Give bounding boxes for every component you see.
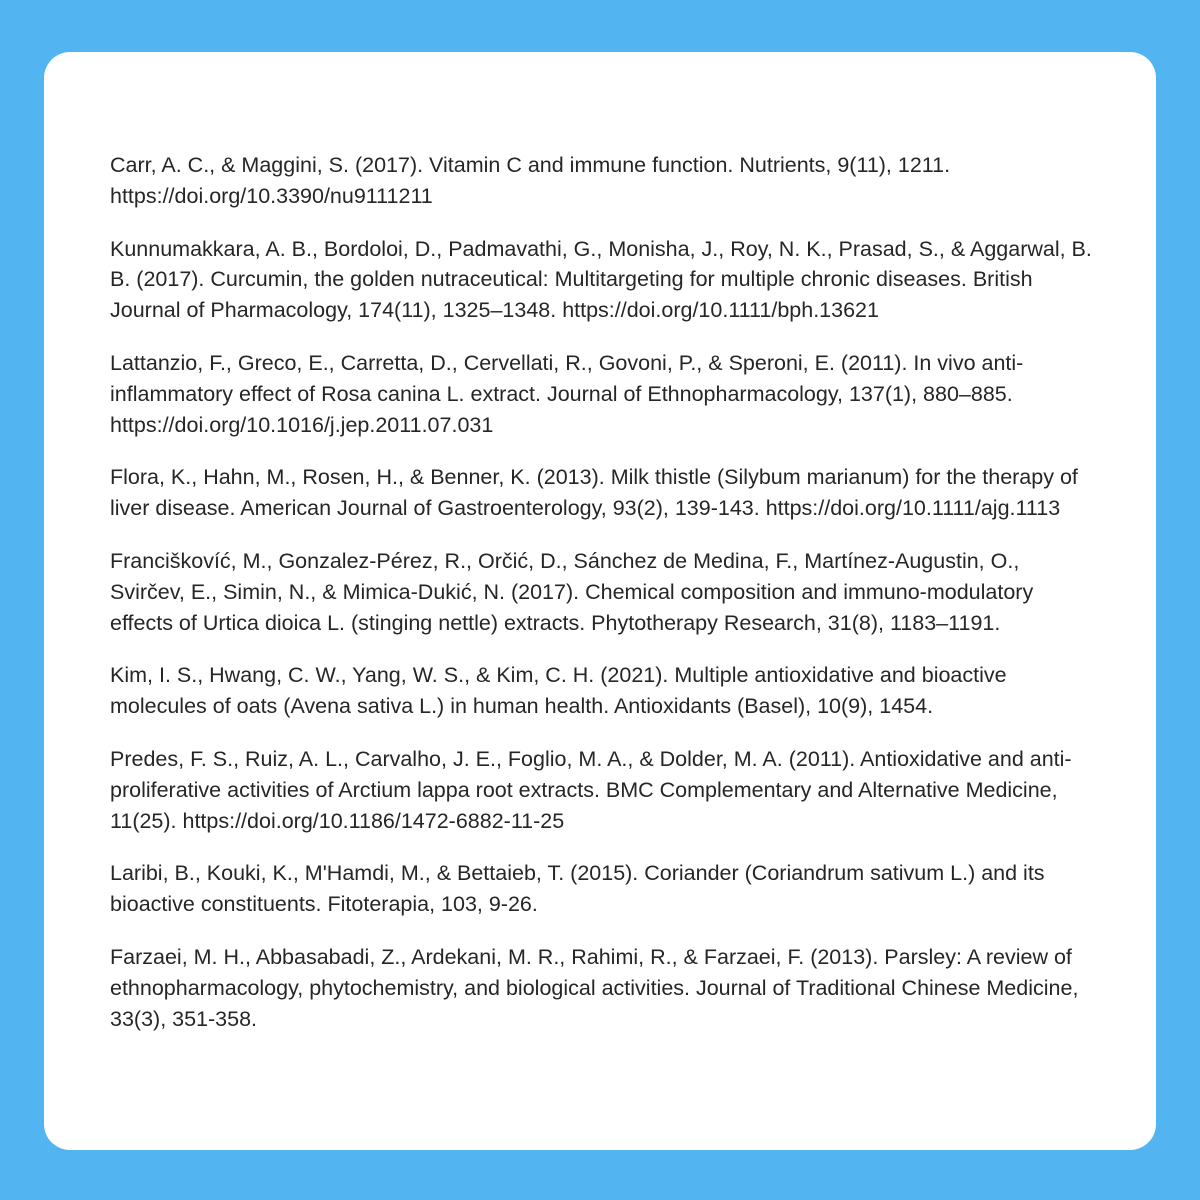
reference-item: Kunnumakkara, A. B., Bordoloi, D., Padmavathi, G., Monisha, J., Roy, N. K., Prasad, S., & Aggarwal, B. B. (2017). Curcumin, the golden nutraceutical: Multitargeting for multiple chronic diseases. British Journal of Pharmacology, 174(11), 1325–1348. https://doi.org/10.1111/bph.13621 <box>110 236 1092 323</box>
reference-item: Kim, I. S., Hwang, C. W., Yang, W. S., & Kim, C. H. (2021). Multiple antioxidative and bioactive molecules of oats (Avena sativa L.) in human health. Antioxidants (Basel), 10(9), 1454. <box>110 663 1007 719</box>
reference-item: Franciškovíć, M., Gonzalez-Pérez, R., Orčić, D., Sánchez de Medina, F., Martínez-Augustin, O., Svirčev, E., Simin, N., & Mimica-Dukić, N. (2017). Chemical composition and immuno-modulatory effects of Urtica dioica L. (stinging nettle) extracts. Phytotherapy Research, 31(8), 1183–1191. <box>110 548 1034 635</box>
reference-item: Lattanzio, F., Greco, E., Carretta, D., Cervellati, R., Govoni, P., & Speroni, E. (2011). In vivo anti-inflammatory effect of Rosa canina L. extract. Journal of Ethnopharmacology, 137(1), 880–885. https://doi.org/10.1016/j.jep.2011.07.031 <box>110 350 1024 437</box>
reference-item: Flora, K., Hahn, M., Rosen, H., & Benner, K. (2013). Milk thistle (Silybum marianum) for the therapy of liver disease. American Journal of Gastroenterology, 93(2), 139-143. https://doi.org/10.1111/ajg.1113 <box>110 465 1078 521</box>
references-card <box>44 52 1156 1150</box>
reference-item: Carr, A. C., & Maggini, S. (2017). Vitamin C and immune function. Nutrients, 9(11), 1211. https://doi.org/10.3390/nu9111211 <box>110 153 951 208</box>
reference-item: Farzaei, M. H., Abbasabadi, Z., Ardekani, M. R., Rahimi, R., & Farzaei, F. (2013). Parsley: A review of ethnopharmacology, phytochemistry, and biological activities. Journal of Traditional Chinese Medicine, 33(3), 351-358. <box>110 944 1079 1031</box>
reference-item: Laribi, B., Kouki, K., M'Hamdi, M., & Bettaieb, T. (2015). Coriander (Coriandrum sativum L.) and its bioactive constituents. Fitoterapia, 103, 9-26. <box>110 861 1045 917</box>
reference-list <box>110 150 1100 1034</box>
reference-item: Predes, F. S., Ruiz, A. L., Carvalho, J. E., Foglio, M. A., & Dolder, M. A. (2011). Antioxidative and anti-proliferative activities of Arctium lappa root extracts. BMC Complementary and Alternative Medicine, 11(25). https://doi.org/10.1186/1472-6882-11-25 <box>110 746 1072 833</box>
